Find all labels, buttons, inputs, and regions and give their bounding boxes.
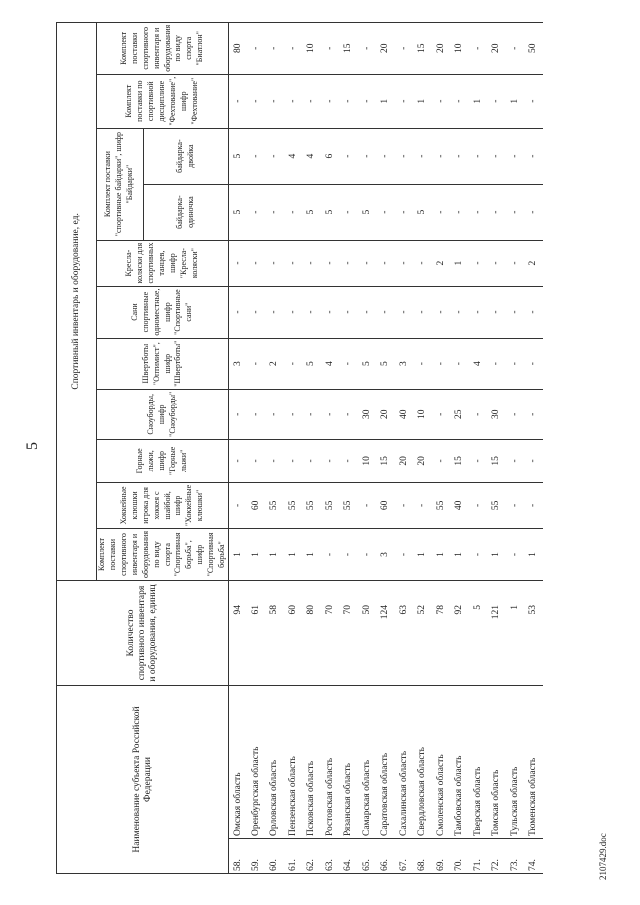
value-cell: - <box>266 240 285 286</box>
table-row <box>506 22 525 873</box>
row-number: 58. <box>229 839 248 874</box>
value-cell: 20 <box>377 22 396 74</box>
value-cell: - <box>469 128 488 184</box>
value-cell: 10 <box>414 389 433 439</box>
value-cell: 50 <box>525 22 544 74</box>
value-cell: - <box>451 286 470 338</box>
value-cell: - <box>340 184 359 240</box>
value-cell: - <box>488 338 507 389</box>
value-cell: - <box>284 74 303 128</box>
value-cell: - <box>247 184 266 240</box>
value-cell: 1 <box>525 529 544 581</box>
quantity-total: 124 <box>377 581 396 686</box>
value-cell: - <box>247 286 266 338</box>
value-cell: 2 <box>432 240 451 286</box>
value-cell: 15 <box>377 439 396 482</box>
value-cell: 1 <box>506 74 525 128</box>
value-cell: - <box>321 439 340 482</box>
value-cell: - <box>358 22 377 74</box>
table-row <box>266 22 285 873</box>
table-row <box>469 22 488 873</box>
value-cell: - <box>266 184 285 240</box>
table-row <box>358 22 377 873</box>
table-row <box>303 22 322 873</box>
value-cell: - <box>432 338 451 389</box>
header-subject: Наименование субъекта Российской Федерации <box>57 686 229 874</box>
value-cell: - <box>303 286 322 338</box>
value-cell: 1 <box>247 529 266 581</box>
value-cell: 5 <box>321 184 340 240</box>
value-cell: - <box>247 240 266 286</box>
value-cell: - <box>469 529 488 581</box>
value-cell: 25 <box>451 389 470 439</box>
quantity-total: 70 <box>321 581 340 686</box>
value-cell: 5 <box>229 184 248 240</box>
quantity-total: 53 <box>525 581 544 686</box>
value-cell: - <box>358 74 377 128</box>
value-cell: - <box>284 338 303 389</box>
quantity-total: 58 <box>266 581 285 686</box>
region-name: Рязанская область <box>340 686 359 839</box>
table-row <box>432 22 451 873</box>
row-number: 74. <box>525 839 544 874</box>
region-name: Тверская область <box>469 686 488 839</box>
value-cell: - <box>340 529 359 581</box>
value-cell: - <box>525 184 544 240</box>
value-cell: - <box>395 74 414 128</box>
value-cell: - <box>414 482 433 528</box>
table-row <box>340 22 359 873</box>
value-cell: - <box>284 389 303 439</box>
header-kayak-group: Комплект поставки "спортивные байдарки", шифр "Байдарки" <box>97 128 144 240</box>
value-cell: 1 <box>229 529 248 581</box>
value-cell: 20 <box>488 22 507 74</box>
value-cell: 4 <box>284 128 303 184</box>
value-cell: 55 <box>303 482 322 528</box>
region-name: Орловская область <box>266 686 285 839</box>
region-name: Тамбовская область <box>451 686 470 839</box>
quantity-total: 70 <box>340 581 359 686</box>
value-cell: - <box>303 439 322 482</box>
value-cell: - <box>488 184 507 240</box>
value-cell: 5 <box>358 338 377 389</box>
value-cell: 55 <box>284 482 303 528</box>
value-cell: 1 <box>414 74 433 128</box>
value-cell: - <box>266 128 285 184</box>
value-cell: 55 <box>488 482 507 528</box>
value-cell: - <box>266 389 285 439</box>
value-cell: - <box>303 74 322 128</box>
value-cell: - <box>229 439 248 482</box>
value-cell: - <box>266 286 285 338</box>
quantity-total: 1 <box>506 581 525 686</box>
value-cell: - <box>321 22 340 74</box>
value-cell: - <box>321 240 340 286</box>
quantity-total: 5 <box>469 581 488 686</box>
value-cell: - <box>358 529 377 581</box>
quantity-total: 63 <box>395 581 414 686</box>
value-cell: - <box>506 482 525 528</box>
quantity-total: 78 <box>432 581 451 686</box>
value-cell: - <box>247 128 266 184</box>
value-cell: 20 <box>432 22 451 74</box>
value-cell: - <box>284 22 303 74</box>
value-cell: - <box>247 439 266 482</box>
value-cell: 1 <box>266 529 285 581</box>
col-header-4: Сноуборды, шифр "Сноуборды" <box>97 389 229 439</box>
value-cell: 6 <box>321 128 340 184</box>
table-row <box>414 22 433 873</box>
table-row <box>247 22 266 873</box>
quantity-total: 80 <box>303 581 322 686</box>
value-cell: 5 <box>414 184 433 240</box>
value-cell: - <box>284 184 303 240</box>
row-number: 61. <box>284 839 303 874</box>
table-row <box>395 22 414 873</box>
value-cell: - <box>469 439 488 482</box>
region-name: Свердловская область <box>414 686 433 839</box>
region-name: Сахалинская область <box>395 686 414 839</box>
value-cell: - <box>506 22 525 74</box>
value-cell: - <box>432 286 451 338</box>
value-cell: - <box>321 389 340 439</box>
value-cell: - <box>414 338 433 389</box>
value-cell: - <box>451 338 470 389</box>
value-cell: 5 <box>303 338 322 389</box>
row-number: 70. <box>451 839 470 874</box>
value-cell: - <box>395 184 414 240</box>
table-row <box>488 22 507 873</box>
value-cell: - <box>340 338 359 389</box>
value-cell: - <box>506 389 525 439</box>
value-cell: 1 <box>451 240 470 286</box>
value-cell: - <box>321 286 340 338</box>
value-cell: - <box>525 286 544 338</box>
table-row <box>525 22 544 873</box>
value-cell: 40 <box>395 389 414 439</box>
value-cell: - <box>377 286 396 338</box>
equipment-table <box>56 22 543 874</box>
value-cell: - <box>247 74 266 128</box>
table-row <box>321 22 340 873</box>
row-number: 62. <box>303 839 322 874</box>
value-cell: - <box>525 128 544 184</box>
value-cell: - <box>266 74 285 128</box>
row-number: 59. <box>247 839 266 874</box>
value-cell: 55 <box>340 482 359 528</box>
value-cell: - <box>284 439 303 482</box>
table-row <box>451 22 470 873</box>
col-header-10: Комплект поставки по спортивной дисциплине "Фехтование", шифр "Фехтование" <box>97 74 229 128</box>
value-cell: - <box>340 74 359 128</box>
value-cell: 1 <box>303 529 322 581</box>
value-cell: - <box>340 439 359 482</box>
quantity-total: 94 <box>229 581 248 686</box>
value-cell: - <box>506 338 525 389</box>
value-cell: - <box>266 22 285 74</box>
value-cell: 10 <box>358 439 377 482</box>
value-cell: - <box>414 240 433 286</box>
value-cell: - <box>358 482 377 528</box>
col-header-9: байдарка-двойка <box>143 128 229 184</box>
value-cell: - <box>395 22 414 74</box>
value-cell: - <box>414 128 433 184</box>
region-name: Псковская область <box>303 686 322 839</box>
value-cell: - <box>266 439 285 482</box>
value-cell: 10 <box>303 22 322 74</box>
table-row <box>284 22 303 873</box>
value-cell: 55 <box>266 482 285 528</box>
value-cell: 2 <box>266 338 285 389</box>
value-cell: 1 <box>432 529 451 581</box>
value-cell: - <box>395 529 414 581</box>
value-cell: 1 <box>414 529 433 581</box>
value-cell: 1 <box>451 529 470 581</box>
value-cell: - <box>432 389 451 439</box>
region-name: Томская область <box>488 686 507 839</box>
rotated-page <box>20 0 620 880</box>
row-number: 71. <box>469 839 488 874</box>
value-cell: - <box>432 184 451 240</box>
value-cell: - <box>395 482 414 528</box>
row-number: 60. <box>266 839 285 874</box>
region-name: Смоленская область <box>432 686 451 839</box>
value-cell: - <box>488 74 507 128</box>
row-number: 69. <box>432 839 451 874</box>
col-header-6: Сани спортивные одноместные, шифр "Спортивные сани" <box>97 286 229 338</box>
value-cell: - <box>321 529 340 581</box>
value-cell: - <box>414 286 433 338</box>
value-cell: - <box>525 439 544 482</box>
value-cell: 5 <box>358 184 377 240</box>
value-cell: 3 <box>395 338 414 389</box>
table-body <box>229 22 544 873</box>
row-number: 66. <box>377 839 396 874</box>
value-cell: - <box>451 128 470 184</box>
region-name: Тульская область <box>506 686 525 839</box>
value-cell: - <box>469 22 488 74</box>
quantity-total: 50 <box>358 581 377 686</box>
col-header-3: Горные лыжи, шифр "Горные лыжи" <box>97 439 229 482</box>
value-cell: 40 <box>451 482 470 528</box>
value-cell: - <box>506 184 525 240</box>
value-cell: - <box>284 240 303 286</box>
value-cell: - <box>321 74 340 128</box>
table-row <box>229 22 248 873</box>
row-number: 68. <box>414 839 433 874</box>
value-cell: - <box>395 286 414 338</box>
region-name: Омская область <box>229 686 248 839</box>
value-cell: 15 <box>340 22 359 74</box>
value-cell: - <box>395 240 414 286</box>
value-cell: 20 <box>377 389 396 439</box>
region-name: Пензенская область <box>284 686 303 839</box>
value-cell: - <box>340 240 359 286</box>
value-cell: 15 <box>488 439 507 482</box>
page-number: 5 <box>24 442 41 450</box>
value-cell: 80 <box>229 22 248 74</box>
header-group: Спортивный инвентарь и оборудование, ед. <box>57 22 97 580</box>
quantity-total: 61 <box>247 581 266 686</box>
value-cell: - <box>284 286 303 338</box>
value-cell: - <box>506 240 525 286</box>
value-cell: - <box>340 286 359 338</box>
value-cell: 5 <box>303 184 322 240</box>
col-header-8: байдарка-одиночка <box>143 184 229 240</box>
value-cell: 55 <box>432 482 451 528</box>
value-cell: 30 <box>358 389 377 439</box>
row-number: 63. <box>321 839 340 874</box>
value-cell: - <box>469 389 488 439</box>
value-cell: - <box>451 74 470 128</box>
value-cell: 4 <box>469 338 488 389</box>
row-number: 73. <box>506 839 525 874</box>
value-cell: 3 <box>229 338 248 389</box>
value-cell: 20 <box>414 439 433 482</box>
value-cell: - <box>247 22 266 74</box>
value-cell: 60 <box>377 482 396 528</box>
value-cell: 4 <box>303 128 322 184</box>
value-cell: - <box>395 128 414 184</box>
document-id: 2107429.doc <box>598 833 608 880</box>
value-cell: - <box>525 338 544 389</box>
region-name: Тюменская область <box>525 686 544 839</box>
row-number: 65. <box>358 839 377 874</box>
value-cell: - <box>525 74 544 128</box>
value-cell: 15 <box>414 22 433 74</box>
value-cell: 30 <box>488 389 507 439</box>
value-cell: - <box>506 286 525 338</box>
value-cell: 1 <box>469 74 488 128</box>
value-cell: - <box>469 184 488 240</box>
col-header-7: Кресла-коляски для спортивных танцев, шифр "Кресла-коляски" <box>97 240 229 286</box>
value-cell: 1 <box>284 529 303 581</box>
value-cell: - <box>488 240 507 286</box>
value-cell: - <box>303 389 322 439</box>
value-cell: 4 <box>321 338 340 389</box>
value-cell: - <box>432 74 451 128</box>
header-qty: Количество спортивного инвентаря и оборудования, единиц <box>57 581 229 686</box>
region-name: Саратовская область <box>377 686 396 839</box>
value-cell: - <box>340 389 359 439</box>
value-cell: 10 <box>451 22 470 74</box>
row-number: 67. <box>395 839 414 874</box>
value-cell: - <box>377 240 396 286</box>
value-cell: - <box>488 286 507 338</box>
value-cell: - <box>451 184 470 240</box>
quantity-total: 60 <box>284 581 303 686</box>
value-cell: 1 <box>377 74 396 128</box>
row-number: 72. <box>488 839 507 874</box>
value-cell: - <box>247 338 266 389</box>
value-cell: 20 <box>395 439 414 482</box>
value-cell: - <box>469 482 488 528</box>
value-cell: - <box>469 286 488 338</box>
table-row <box>377 22 396 873</box>
value-cell: - <box>303 240 322 286</box>
row-number: 64. <box>340 839 359 874</box>
value-cell: - <box>247 389 266 439</box>
col-header-11: Комплект поставки спортивного инвентаря и оборудования по виду спорта "Биатлон" <box>97 22 229 74</box>
value-cell: 3 <box>377 529 396 581</box>
value-cell: 5 <box>229 128 248 184</box>
region-name: Оренбургская область <box>247 686 266 839</box>
value-cell: 5 <box>377 338 396 389</box>
col-header-1: Комплект поставки спортивного инвентаря и оборудования по виду спорта "Спортивная борьба", шифр "Спортивная борьба" <box>97 529 229 581</box>
value-cell: - <box>229 286 248 338</box>
value-cell: - <box>229 74 248 128</box>
value-cell: - <box>506 439 525 482</box>
value-cell: - <box>358 240 377 286</box>
value-cell: - <box>340 128 359 184</box>
value-cell: - <box>377 128 396 184</box>
value-cell: - <box>525 482 544 528</box>
value-cell: - <box>358 128 377 184</box>
value-cell: 1 <box>488 529 507 581</box>
quantity-total: 92 <box>451 581 470 686</box>
value-cell: - <box>488 128 507 184</box>
col-header-2: Хоккейные клюшки игрока для хоккея с шайбой, шифр "Хоккейные клюшки" <box>97 482 229 528</box>
col-header-5: Швертботы "Оптимист", шифр "Швертботы" <box>97 338 229 389</box>
value-cell: - <box>229 240 248 286</box>
value-cell: - <box>506 529 525 581</box>
quantity-total: 52 <box>414 581 433 686</box>
value-cell: - <box>377 184 396 240</box>
value-cell: 2 <box>525 240 544 286</box>
value-cell: - <box>358 286 377 338</box>
value-cell: - <box>432 439 451 482</box>
value-cell: - <box>432 128 451 184</box>
value-cell: - <box>525 389 544 439</box>
value-cell: - <box>229 482 248 528</box>
value-cell: 55 <box>321 482 340 528</box>
region-name: Ростовская область <box>321 686 340 839</box>
value-cell: - <box>469 240 488 286</box>
value-cell: - <box>229 389 248 439</box>
value-cell: - <box>506 128 525 184</box>
value-cell: 60 <box>247 482 266 528</box>
quantity-total: 121 <box>488 581 507 686</box>
region-name: Самарская область <box>358 686 377 839</box>
value-cell: 15 <box>451 439 470 482</box>
